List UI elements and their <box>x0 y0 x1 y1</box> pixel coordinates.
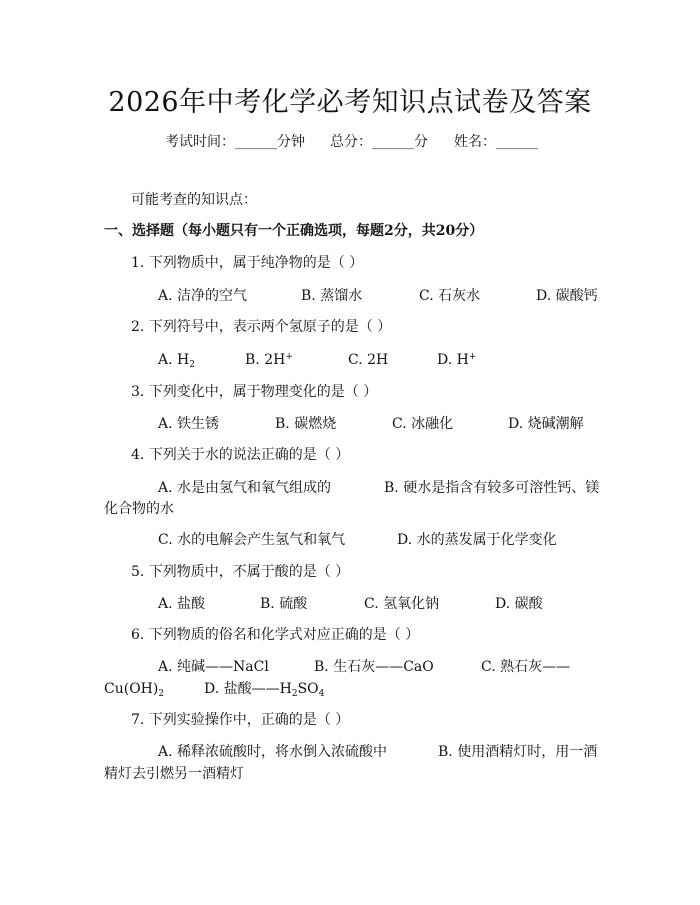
option-b-continued: 精灯去引燃另一酒精灯 <box>104 766 244 782</box>
option-d: D. 烧碱潮解 <box>508 416 584 432</box>
option-b: B. 硫酸 <box>260 596 308 612</box>
option-b: B. 蒸馏水 <box>301 288 363 304</box>
option-d: D. 盐酸$——H_2SO_4$ <box>204 681 325 699</box>
knowledge-points-label: 可能考查的知识点： <box>131 192 257 208</box>
option-c-continued: $Cu(OH)_2$ <box>104 681 165 699</box>
option-c: C. 冰融化 <box>392 416 454 432</box>
option-b: B. 生石灰——CaO <box>314 659 434 675</box>
section-heading: 一、选择题（每小题只有一个正确选项，每题2分，共20分） <box>104 223 484 239</box>
option-d: D. H+ <box>437 352 477 368</box>
option-a: A. 铁生锈 <box>158 416 220 432</box>
name-field: 姓名：______ <box>454 134 538 150</box>
option-c: C. 石灰水 <box>419 288 481 304</box>
page-title: 2026年中考化学必考知识点试卷及答案 <box>108 87 592 118</box>
option-a: A. 纯碱——NaCl <box>158 659 269 675</box>
option-a: A. $H_2$ <box>158 352 195 370</box>
option-d: D. 碳酸钙 <box>536 288 598 304</box>
option-c: C. 熟石灰—— <box>481 659 571 675</box>
question-stem: 3. 下列变化中，属于物理变化的是（ ） <box>131 384 378 400</box>
question-stem: 7. 下列实验操作中，正确的是（ ） <box>131 712 350 728</box>
option-c: C. 2H <box>348 352 389 368</box>
option-b: B. 硬水是指含有较多可溶性钙、镁 <box>384 480 600 496</box>
option-c: C. 水的电解会产生氢气和氧气 <box>158 532 346 548</box>
total-score-field: 总分：______分 <box>330 134 428 150</box>
option-b: B. 使用酒精灯时，用一酒 <box>438 744 598 760</box>
option-a: A. 盐酸 <box>158 596 206 612</box>
question-stem: 1. 下列物质中，属于纯净物的是（ ） <box>131 255 364 271</box>
option-d: D. 碳酸 <box>495 596 543 612</box>
option-d: D. 水的蒸发属于化学变化 <box>397 532 557 548</box>
question-stem: 2. 下列符号中，表示两个氢原子的是（ ） <box>131 319 392 335</box>
exam-time-field: 考试时间：______分钟 <box>165 134 305 150</box>
question-stem: 4. 下列关于水的说法正确的是（ ） <box>131 447 350 463</box>
option-b: B. 碳燃烧 <box>275 416 337 432</box>
option-c: C. 氢氧化钠 <box>364 596 440 612</box>
option-a: A. 水是由氢气和氧气组成的 <box>158 480 332 496</box>
option-a: A. 稀释浓硫酸时，将水倒入浓硫酸中 <box>158 744 388 760</box>
option-b-continued: 化合物的水 <box>104 501 174 517</box>
question-stem: 6. 下列物质的俗名和化学式对应正确的是（ ） <box>131 627 420 643</box>
question-stem: 5. 下列物质中，不属于酸的是（ ） <box>131 564 350 580</box>
option-a: A. 洁净的空气 <box>158 288 248 304</box>
option-b: B. 2H+ <box>245 352 293 368</box>
